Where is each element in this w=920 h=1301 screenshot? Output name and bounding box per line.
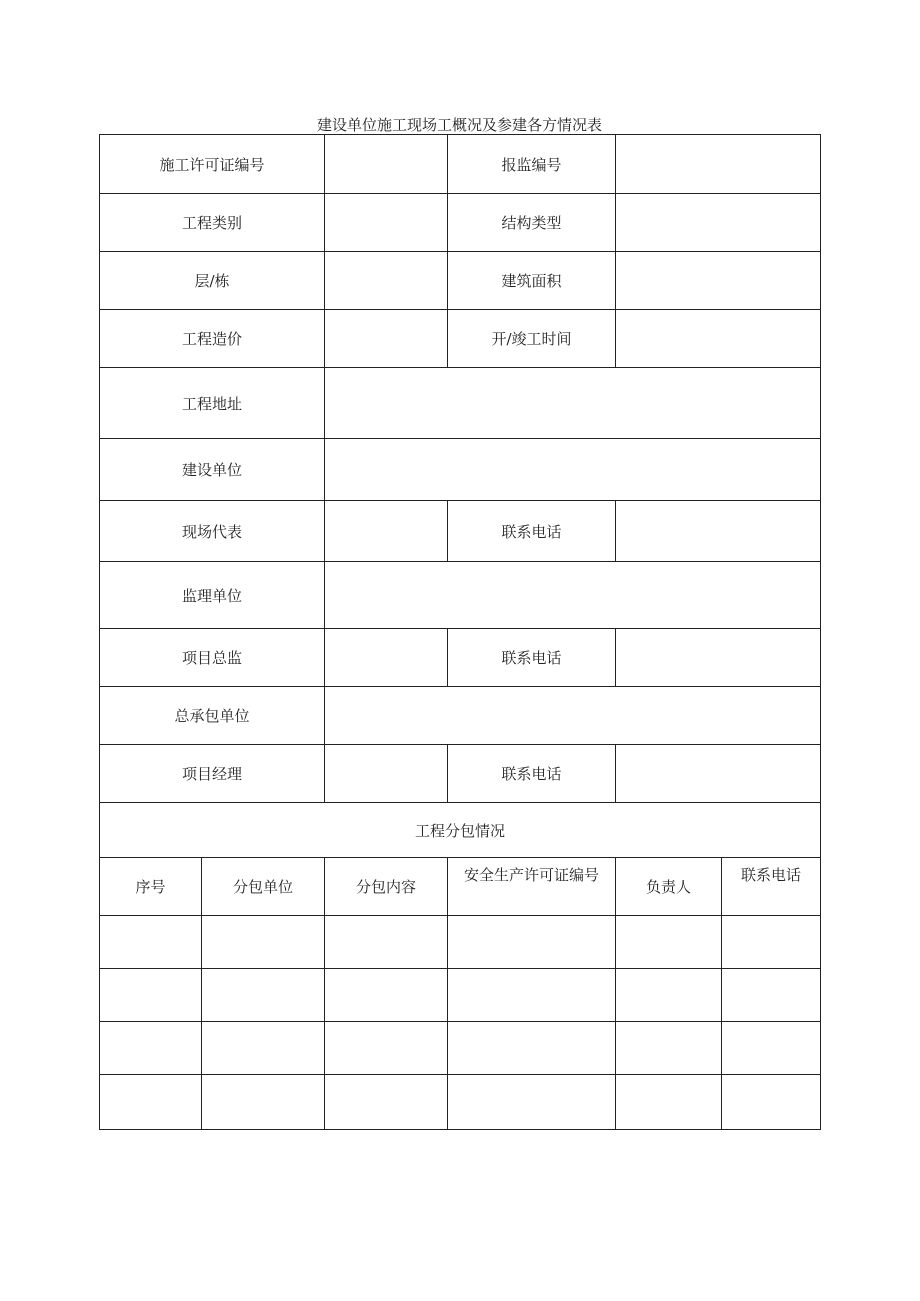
cell[interactable]	[100, 1075, 202, 1130]
table-row	[100, 969, 821, 1022]
value-building-area[interactable]	[616, 252, 821, 310]
header-safety-license: 安全生产许可证编号	[448, 858, 616, 916]
cell[interactable]	[616, 1075, 722, 1130]
header-contact-phone: 联系电话	[722, 858, 821, 916]
value-project-manager[interactable]	[325, 745, 448, 803]
value-permit-no[interactable]	[325, 135, 448, 194]
label-building-area: 建筑面积	[448, 252, 616, 310]
header-sub-unit: 分包单位	[202, 858, 325, 916]
value-contact-phone-2[interactable]	[616, 629, 821, 687]
value-report-no[interactable]	[616, 135, 821, 194]
cell[interactable]	[448, 1075, 616, 1130]
cell[interactable]	[100, 1022, 202, 1075]
label-contact-phone-2: 联系电话	[448, 629, 616, 687]
value-project-cost[interactable]	[325, 310, 448, 368]
label-project-cost: 工程造价	[100, 310, 325, 368]
cell[interactable]	[722, 969, 821, 1022]
label-contact-phone-1: 联系电话	[448, 501, 616, 562]
cell[interactable]	[616, 916, 722, 969]
value-structure-type[interactable]	[616, 194, 821, 252]
value-supervision-unit[interactable]	[325, 562, 821, 629]
cell[interactable]	[722, 1022, 821, 1075]
site-overview-table	[99, 134, 821, 1130]
cell[interactable]	[202, 969, 325, 1022]
cell[interactable]	[448, 1022, 616, 1075]
label-construction-unit: 建设单位	[100, 439, 325, 501]
cell[interactable]	[202, 1022, 325, 1075]
value-floors[interactable]	[325, 252, 448, 310]
value-project-category[interactable]	[325, 194, 448, 252]
cell[interactable]	[722, 916, 821, 969]
value-contact-phone-3[interactable]	[616, 745, 821, 803]
label-chief-supervisor: 项目总监	[100, 629, 325, 687]
value-start-end-time[interactable]	[616, 310, 821, 368]
cell[interactable]	[616, 1022, 722, 1075]
label-report-no: 报监编号	[448, 135, 616, 194]
cell[interactable]	[325, 916, 448, 969]
label-floors: 层/栋	[100, 252, 325, 310]
cell[interactable]	[722, 1075, 821, 1130]
table-row	[100, 1022, 821, 1075]
table-row	[100, 916, 821, 969]
cell[interactable]	[325, 969, 448, 1022]
value-contact-phone-1[interactable]	[616, 501, 821, 562]
cell[interactable]	[325, 1075, 448, 1130]
label-project-manager: 项目经理	[100, 745, 325, 803]
label-permit-no: 施工许可证编号	[100, 135, 325, 194]
cell[interactable]	[616, 969, 722, 1022]
label-structure-type: 结构类型	[448, 194, 616, 252]
label-project-category: 工程类别	[100, 194, 325, 252]
subcontract-section-title: 工程分包情况	[100, 803, 821, 858]
cell[interactable]	[325, 1022, 448, 1075]
header-person-in-charge: 负责人	[616, 858, 722, 916]
cell[interactable]	[202, 1075, 325, 1130]
cell[interactable]	[100, 916, 202, 969]
label-start-end-time: 开/竣工时间	[448, 310, 616, 368]
cell[interactable]	[448, 969, 616, 1022]
label-site-rep: 现场代表	[100, 501, 325, 562]
cell[interactable]	[100, 969, 202, 1022]
cell[interactable]	[202, 916, 325, 969]
label-project-address: 工程地址	[100, 368, 325, 439]
label-general-contractor: 总承包单位	[100, 687, 325, 745]
label-supervision-unit: 监理单位	[100, 562, 325, 629]
form-title: 建设单位施工现场工概况及参建各方情况表	[316, 116, 602, 134]
value-general-contractor[interactable]	[325, 687, 821, 745]
header-seq: 序号	[100, 858, 202, 916]
table-row	[100, 1075, 821, 1130]
cell[interactable]	[448, 916, 616, 969]
value-construction-unit[interactable]	[325, 439, 821, 501]
value-chief-supervisor[interactable]	[325, 629, 448, 687]
header-sub-content: 分包内容	[325, 858, 448, 916]
value-project-address[interactable]	[325, 368, 821, 439]
label-contact-phone-3: 联系电话	[448, 745, 616, 803]
value-site-rep[interactable]	[325, 501, 448, 562]
